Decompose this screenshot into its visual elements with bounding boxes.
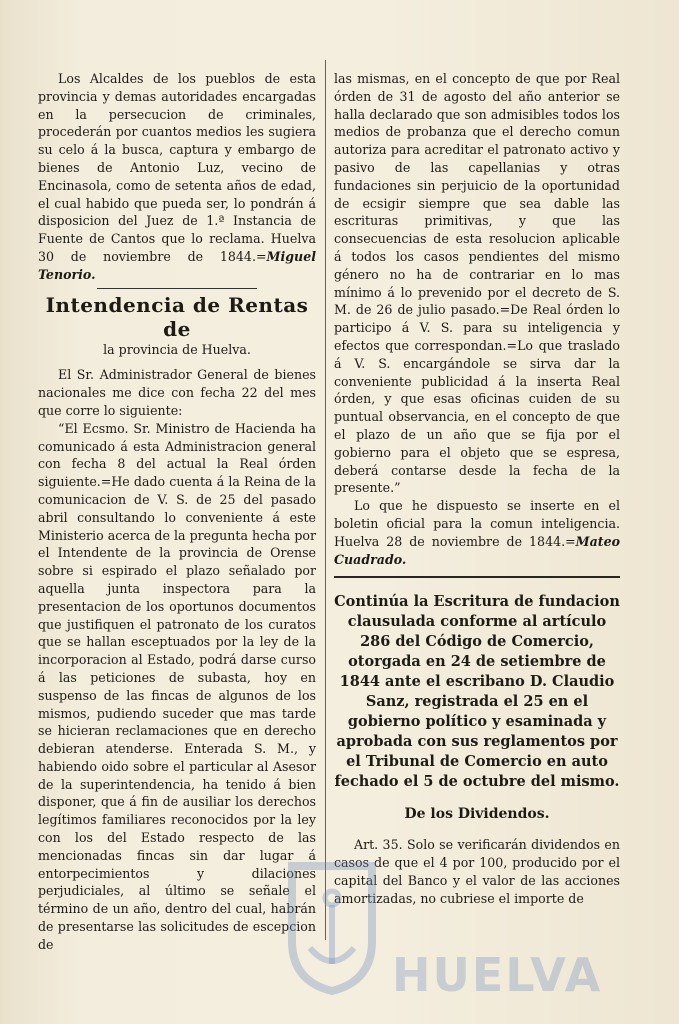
deed-title: Continúa la Escritura de fundacion clausulada conforme al artículo 286 del Código de Comercio, otorgada en 24 de setiembre de 1844 ante el escribano D. Claudio Sanz, registrada el 25 en el gobierno político y esaminada y aprobada con sus reglamentos por el Tribunal de Comercio en auto fechado el 5 de octubre del mismo. (334, 593, 620, 791)
column-divider (325, 60, 326, 940)
article-text: Solo se verificarán dividendos en casos de que el 4 por 100, producido por el capital del Banco y el valor de las acciones amortizadas, no cubriese el importe de (334, 837, 620, 906)
intro-paragraph: El Sr. Administrador General de bienes nacionales me dice con fecha 22 del mes que corre lo siguiente: (38, 367, 316, 418)
section-subheading: la provincia de Huelva. (103, 341, 251, 357)
short-divider (97, 288, 257, 289)
notice-text: Los Alcaldes de los pueblos de esta provincia y demas autoridades encargadas en la persecucion de criminales, procederán por cuantos medios les sugiera su celo á la busca, captura y embargo de bienes de Antonio Luz, vecino de Encinasola, como de setenta años de edad, el cual habido que pueda ser, lo pondrán á disposicion del Juez de 1.ª Instancia de Fuente de Cantos que lo reclama. Huelva 30 de noviembre de 1844.= (38, 71, 316, 264)
article-label: Art. 35. (354, 837, 403, 853)
closing-text: Lo que he dispuesto se inserte en el boletin oficial para la comun inteligencia. Huelva 28 de noviembre de 1844.= (334, 498, 620, 549)
dividends-title: De los Dividendos. (404, 806, 550, 823)
horizontal-rule (334, 576, 620, 578)
royal-order-paragraph: “El Ecsmo. Sr. Ministro de Hacienda ha comunicado á esta Administracion general con fecha 8 del actual la Real órden siguiente.=He dado cuenta á la Reina de la comunicacion de V. S. de 25 del pasado abril consultando lo conveniente á este Ministerio acerca de la pregunta hecha por el Intendente de la provincia de Orense sobre si espirado el plazo señalado por aquella junta inspectora para la presentacion de los oportunos documentos que justifiquen el patronato de los curatos que se hallan esceptuados por la ley de la incorporacion al Estado, podrá darse curso á las peticiones de subasta, hoy en suspenso de las fincas de algunos de los mismos, pudiendo suceder que mas tarde se hicieran reclamaciones que en derecho debieran atenderse. Enterada S. M., y habiendo oido sobre el particular al Asesor de la superintendencia, ha tenido á bien disponer, que á fin de ausiliar los derechos legítimos familiares reconocidos por la ley con los del Estado respecto de las mencionadas fincas sin dar lugar á entorpecimientos y dilaciones perjudiciales, al último se señale el término de un año, dentro del cual, habrán de presentarse las solicitudes de escepcion de (38, 420, 316, 952)
closing-paragraph (334, 497, 620, 568)
watermark-text: HUELVA (392, 948, 603, 1002)
notice-paragraph (38, 70, 316, 284)
closing-signature: Mateo Cuadrado. (334, 533, 620, 567)
notice-signature: Miguel Tenorio. (38, 248, 316, 282)
section-heading: Intendencia de Rentas de (45, 292, 309, 341)
right-column (334, 70, 620, 907)
article-paragraph (334, 836, 620, 907)
continuation-paragraph: las mismas, en el concepto de que por Real órden de 31 de agosto del año anterior se halla declarado que son admisibles todos los medios de probanza que el derecho comun autoriza para acreditar el patronato activo y pasivo de las capellanias y otras fundaciones sin perjuicio de la oportunidad de ecsigir siempre que sea dable las escrituras primitivas, y que las consecuencias de esta resolucion aplicable á todos los casos pendientes del mismo género no ha de contrariar en lo mas mínimo á lo prevenido por el decreto de S. M. de 26 de julio pasado.=De Real órden lo participo á V. S. para su inteligencia y efectos que correspondan.=Lo que traslado á V. S. encargándole se sirva dar la conveniente publicidad á la inserta Real órden, y que esas oficinas cuiden de su puntual observancia, en el concepto de que el plazo de un año que se fija por el gobierno para el objeto que se espresa, deberá contarse desde la fecha de la presente.” (334, 71, 620, 496)
left-column (38, 70, 316, 954)
